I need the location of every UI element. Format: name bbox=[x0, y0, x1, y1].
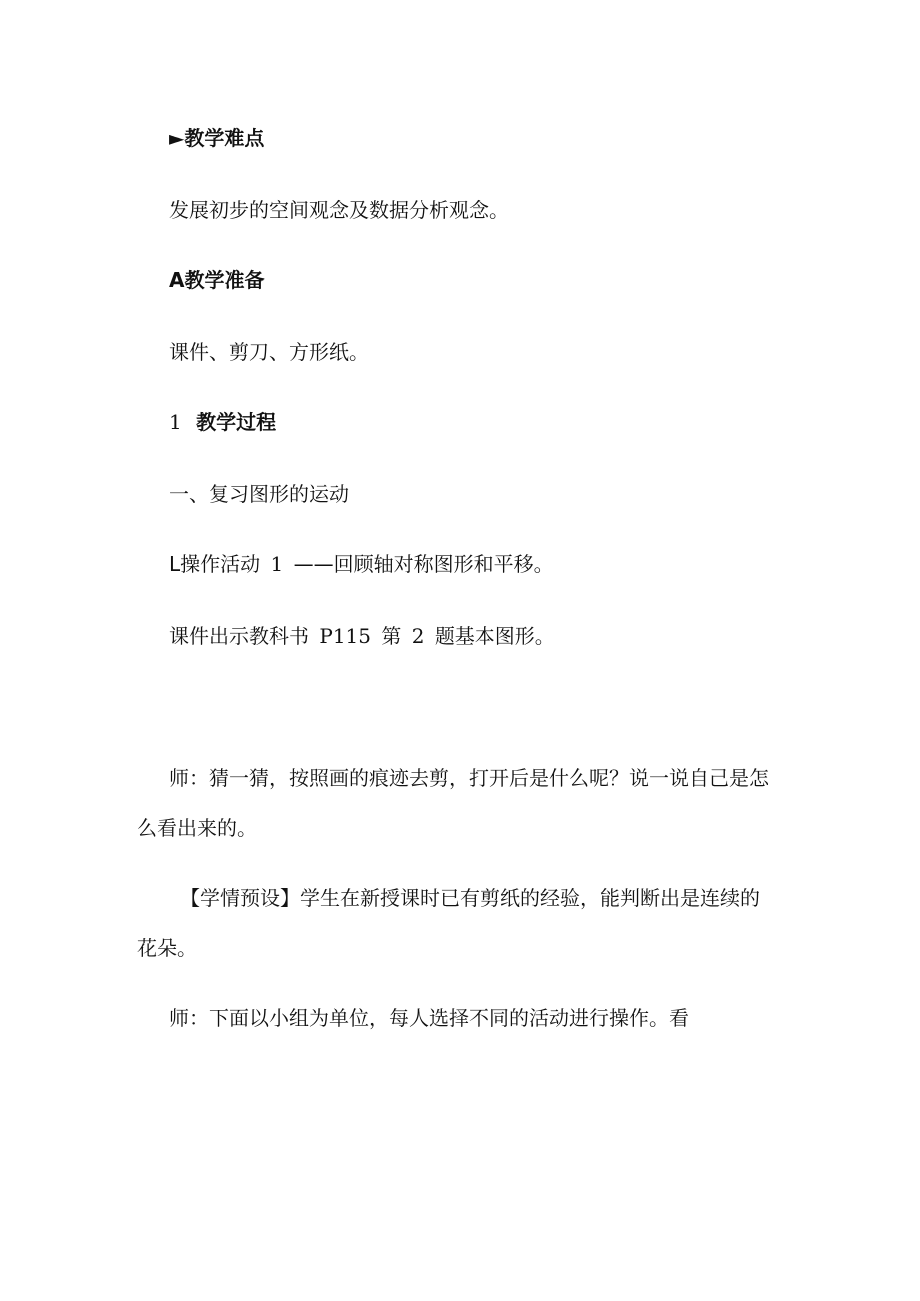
activity-text: ——回顾轴对称图形和平移。 bbox=[293, 552, 554, 576]
teacher-question-line1: 师：猜一猜，按照画的痕迹去剪，打开后是什么呢？说一说自己是怎 bbox=[169, 766, 769, 790]
heading-teaching-difficulty: ►教学难点 bbox=[169, 126, 265, 150]
courseware-line bbox=[169, 624, 555, 648]
teacher-group-instruction: 师：下面以小组为单位，每人选择不同的活动进行操作。看 bbox=[169, 1006, 689, 1030]
activity-one-line bbox=[169, 552, 554, 576]
teacher-question-line2: 么看出来的。 bbox=[137, 816, 257, 840]
courseware-page: P115 bbox=[319, 624, 371, 648]
preset-line2: 花朵。 bbox=[137, 936, 197, 960]
process-title: 教学过程 bbox=[196, 410, 277, 434]
difficulty-text: 发展初步的空间观念及数据分析观念。 bbox=[169, 198, 509, 222]
activity-number: 1 bbox=[270, 552, 284, 576]
heading-teaching-process bbox=[169, 410, 276, 434]
courseware-suffix: 题基本图形。 bbox=[434, 624, 555, 648]
preset-line1: 【学情预设】学生在新授课时已有剪纸的经验，能判断出是连续的 bbox=[180, 886, 760, 910]
section-one-title: 一、复习图形的运动 bbox=[169, 482, 349, 506]
courseware-number: 2 bbox=[411, 624, 425, 648]
courseware-prefix: 课件出示教科书 bbox=[169, 624, 309, 648]
courseware-mid: 第 bbox=[381, 624, 402, 648]
process-number: 1 bbox=[169, 410, 182, 434]
heading-teaching-preparation: A教学准备 bbox=[169, 268, 265, 292]
preparation-text: 课件、剪刀、方形纸。 bbox=[169, 340, 369, 364]
activity-prefix: L操作活动 bbox=[169, 552, 261, 576]
